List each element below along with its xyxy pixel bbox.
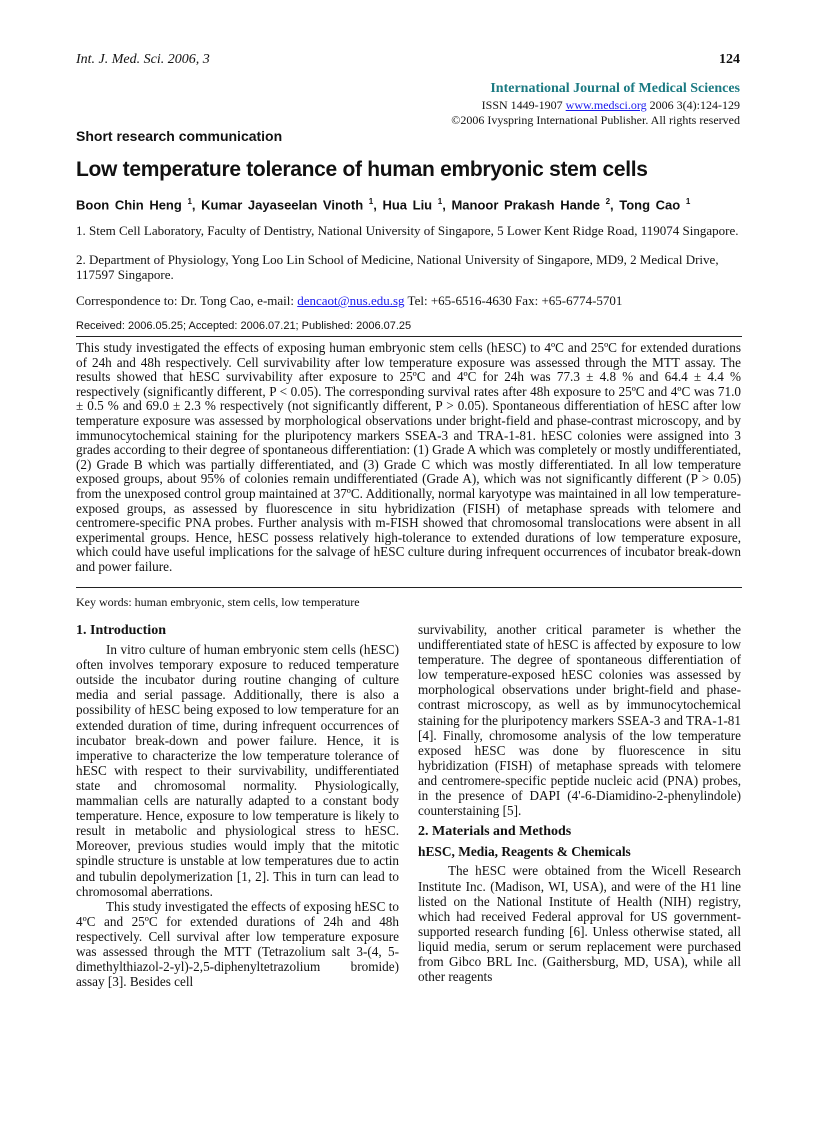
author-affiliation-mark: 1 — [437, 197, 443, 206]
left-column — [76, 623, 399, 989]
publication-dates: Received: 2006.05.25; Accepted: 2006.07.21; Published: 2006.07.25 — [76, 320, 412, 332]
paragraph: The hESC were obtained from the Wicell Research Institute Inc. (Madison, WI, USA), and were of the H1 line listed on the National Institute of Health (NIH) registry, which had received Federal approval for US government-supported research funding [6]. Unless otherwise stated, all liquid media, serum or serum replacement were purchased from Gibco BRL Inc. (Gaithersburg, MD, USA), while all other reagents — [418, 863, 741, 985]
copyright: ©2006 Ivyspring International Publisher. All rights reserved — [451, 113, 740, 127]
abstract: This study investigated the effects of exposing human embryonic stem cells (hESC) to 4ºC and 25ºC for extended durations of 24h and 48h respectively. Cell survivability after low temperature exposure was assessed through the MTT assay. The results showed that hESC survivability after exposure to 25ºC and 4ºC for 24h was 77.3 ± 4.8 % and 64.4 ± 4.4 % respectively (significantly different, P < 0.05). The corresponding survival rates after 48h exposure to 25ºC and 4ºC was 71.0 ± 0.5 % and 69.0 ± 2.3 % respectively (not significantly different, P > 0.05). Spontaneous differentiation of hESC after low temperature exposure was assessed by morphological observations under bright-field and phase-contrast microscopy, and by immunocytochemical staining for the pluripotency markers SSEA-3 and TRA-1-81. hESC colonies were assigned into 3 grades according to their degree of spontaneous differentiation: (1) Grade A which was completely or mostly undifferentiated, (2) Grade B which was partially differentiated, and (3) Grade C which was mostly differentiated. In all low temperature exposed groups, about 95% of colonies remain undifferentiated (Grade A), which was not significantly different (P > 0.05) from the unexposed control group maintained at 37ºC. Additionally, normal karyotype was maintained in all low temperature-exposed groups, as assessed by fluorescence in situ hybridization (FISH) of metaphase spreads with telomere and centromere-specific PNA probes. Further analysis with m-FISH showed that chromosomal translocations were absent in all experimental groups. Hence, hESC possess relatively high-tolerance to extended durations of low temperature exposure, which could have useful implications for the salvage of hESC culture during infrequent occurrences of incubator break-down and power failure. — [76, 340, 741, 574]
author: Manoor Prakash Hande — [451, 197, 600, 213]
author: Tong Cao — [619, 197, 681, 213]
author-affiliation-mark: 2 — [605, 197, 611, 206]
issn-line — [482, 98, 740, 113]
author-affiliation-mark: 1 — [368, 197, 374, 206]
abstract-bottom-divider — [76, 587, 742, 588]
author-affiliation-mark: 1 — [187, 197, 192, 206]
affiliation-1: 1. Stem Cell Laboratory, Faculty of Dentistry, National University of Singapore, 5 Lower Kent Ridge Road, 119074 Singapore. — [76, 223, 739, 238]
paragraph: survivability, another critical parameter is whether the undifferentiated state of hESC is affected by exposure to low temperature. The degree of spontaneous differentiation of low temperature-exposed hESC colonies was assessed by morphological observations under bright-field and phase-contrast microscopy, as well as by immunocytochemical staining for the pluripotency markers SSEA-3 and TRA-1-81 [4]. Finally, chromosome analysis of the low temperature exposed hESC was done by fluorescence in situ hybridization (FISH) of metaphase spreads with telomere and centromere-specific peptide nucleic acid (PNA) probes, in the presence of DAPI (4'-6-Diamidino-2-phenylindole) counterstaining [5]. — [418, 622, 741, 819]
subsection-heading: hESC, Media, Reagents & Chemicals — [418, 844, 631, 860]
paragraph: This study investigated the effects of exposing hESC to 4ºC and 25ºC for extended durations of 24h and 48h respectively. Cell survival after low temperature exposure was assessed through the MTT (Tetrazolium salt 3-(4, 5-dimethylthiazol-2-yl)-2,5-diphenyltetrazolium bromide) assay [3]. Besides cell — [76, 898, 399, 990]
issn-suffix: 2006 3(4):124-129 — [649, 98, 740, 112]
author: Hua Liu — [382, 197, 433, 213]
journal-website-link[interactable]: www.medsci.org — [565, 98, 647, 112]
issn-prefix: ISSN 1449-1907 — [481, 98, 563, 112]
paragraph: In vitro culture of human embryonic stem cells (hESC) often involves temporary exposure to reduced temperature outside the incubator during routine changing of culture media and serial passage. Additionally, there is also a possibility of hESC being exposed to low temperature for an extended duration of time, during infrequent occurrences of incubator break-down and power failure. Hence, it is imperative to characterize the low temperature tolerance of hESC with respect to their survivability, undifferentiated state and chromosomal normality. Physiologically, mammalian cells are naturally adapted to a constant body temperature. Hence, exposure to low temperature is likely to result in metabolic and physiological stress to hESC. Moreover, previous studies would imply that the mitotic spindle structure is unstable at low temperatures due to actin and tubulin depolymerization [1, 2]. This in turn can lead to chromosomal aberrations. — [76, 642, 399, 899]
author-affiliation-mark: 1 — [685, 197, 691, 206]
article-type: Short research communication — [76, 128, 283, 144]
author: Kumar Jayaseelan Vinoth — [201, 197, 364, 213]
abstract-top-divider — [76, 336, 742, 337]
author: Boon Chin Heng — [76, 197, 182, 213]
article-title: Low temperature tolerance of human embryonic stem cells — [76, 158, 648, 181]
keywords: Key words: human embryonic, stem cells, low temperature — [76, 595, 360, 609]
correspondence-phone-fax: Tel: +65-6516-4630 Fax: +65-6774-5701 — [404, 293, 623, 308]
correspondence-prefix: Correspondence to: Dr. Tong Cao, e-mail: — [76, 293, 298, 308]
page-number: 124 — [719, 52, 740, 67]
right-column — [418, 622, 741, 984]
correspondence — [76, 293, 622, 309]
affiliation-2: 2. Department of Physiology, Yong Loo Lin School of Medicine, National University of Singapore, MD9, 2 Medical Drive, 117597 Singapore. — [76, 252, 719, 282]
journal-name: International Journal of Medical Sciences — [490, 81, 740, 96]
correspondence-email-link[interactable]: dencaot@nus.edu.sg — [297, 293, 405, 308]
author-list: Boon Chin Heng $^1$, Kumar Jayaseelan Vinoth $^1$, Hua Liu $^1$, Manoor Prakash Hande $^2$, Tong Cao $^1$ — [76, 197, 691, 213]
section-heading-introduction: 1. Introduction — [76, 623, 166, 638]
section-heading-methods: 2. Materials and Methods — [418, 824, 572, 840]
journal-reference: Int. J. Med. Sci. 2006, 3 — [76, 52, 210, 67]
